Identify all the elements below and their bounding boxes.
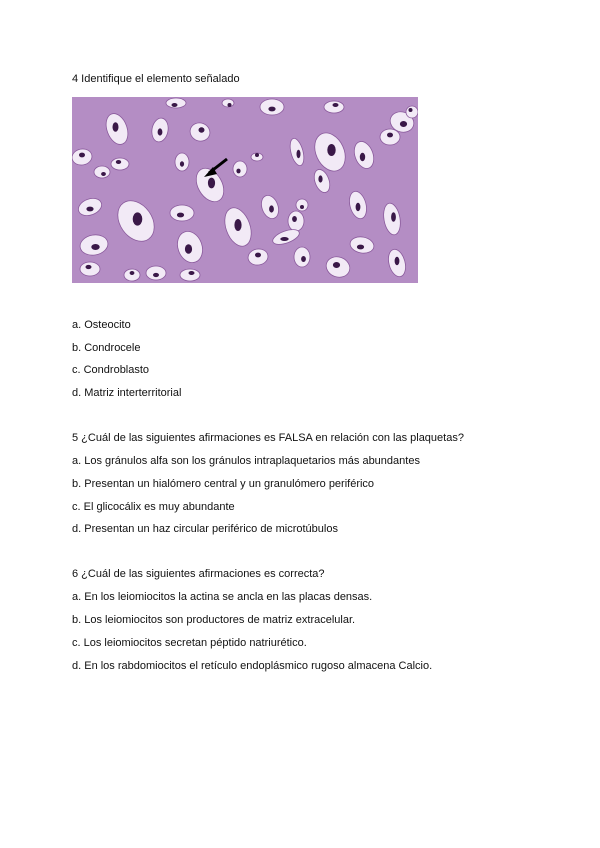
nucleus [130,271,135,275]
nucleus [387,133,393,138]
nucleus [280,237,288,241]
nucleus [153,273,159,277]
nucleus [101,172,106,176]
nucleus [269,205,274,212]
q5-option-d[interactable]: d. Presentan un haz circular periférico de microtúbulos [72,523,338,535]
lacuna [94,166,110,178]
q6-option-c[interactable]: c. Los leiomiocitos secretan péptido natriurético. [72,637,307,649]
nucleus [333,103,339,107]
q5-option-c[interactable]: c. El glicocálix es muy abundante [72,501,235,513]
nucleus [208,178,215,189]
nucleus [86,265,92,269]
q6-option-d[interactable]: d. En los rabdomiocitos el retículo endoplásmico rugoso almacena Calcio. [72,660,433,672]
cartilage-micrograph [72,97,418,283]
nucleus [180,161,184,166]
nucleus [133,212,143,225]
nucleus [333,262,340,268]
q4-option-a[interactable]: a. Osteocito [72,319,131,331]
nucleus [300,205,304,209]
lacuna [324,101,344,113]
nucleus [172,103,178,107]
nucleus [360,153,365,161]
nucleus [116,160,121,164]
nucleus [301,256,306,262]
q5-option-a[interactable]: a. Los gránulos alfa son los gránulos intraplaquetarios más abundantes [72,455,420,467]
nucleus [91,244,99,250]
nucleus [327,144,335,156]
nucleus [234,219,241,231]
question-5-title: 5 ¿Cuál de las siguientes afirmaciones es FALSA en relación con las plaquetas? [72,432,464,444]
lacuna [180,269,200,281]
nucleus [400,121,407,127]
nucleus [391,212,396,222]
nucleus [268,107,275,112]
nucleus [199,127,205,132]
q4-option-c[interactable]: c. Condroblasto [72,364,150,376]
micrograph-image [72,97,418,283]
q4-option-b[interactable]: b. Condrocele [72,342,141,354]
lacuna [111,158,129,170]
nucleus [86,207,93,212]
q6-option-b[interactable]: b. Los leiomiocitos son productores de matriz extracelular. [72,614,356,626]
lacuna [406,106,418,118]
nucleus [113,122,119,132]
q5-option-b[interactable]: b. Presentan un hialómero central y un granulómero periférico [72,478,375,490]
nucleus [357,245,364,250]
nucleus [297,150,301,158]
question-4-title: 4 Identifique el elemento señalado [72,73,240,85]
nucleus [255,253,261,258]
nucleus [356,203,361,211]
nucleus [318,175,322,182]
nucleus [228,103,232,107]
lacuna [80,262,100,276]
lacuna [233,161,247,177]
nucleus [177,213,184,218]
nucleus [185,244,192,254]
nucleus [255,153,259,157]
q6-option-a[interactable]: a. En los leiomiocitos la actina se ancla en las placas densas. [72,591,373,603]
nucleus [236,169,240,174]
nucleus [292,216,297,222]
nucleus [189,271,195,275]
question-6-title: 6 ¿Cuál de las siguientes afirmaciones es correcta? [72,568,325,580]
q4-option-d[interactable]: d. Matriz interterritorial [72,387,182,399]
nucleus [409,108,413,112]
nucleus [158,128,163,135]
nucleus [79,153,85,158]
nucleus [395,257,400,265]
